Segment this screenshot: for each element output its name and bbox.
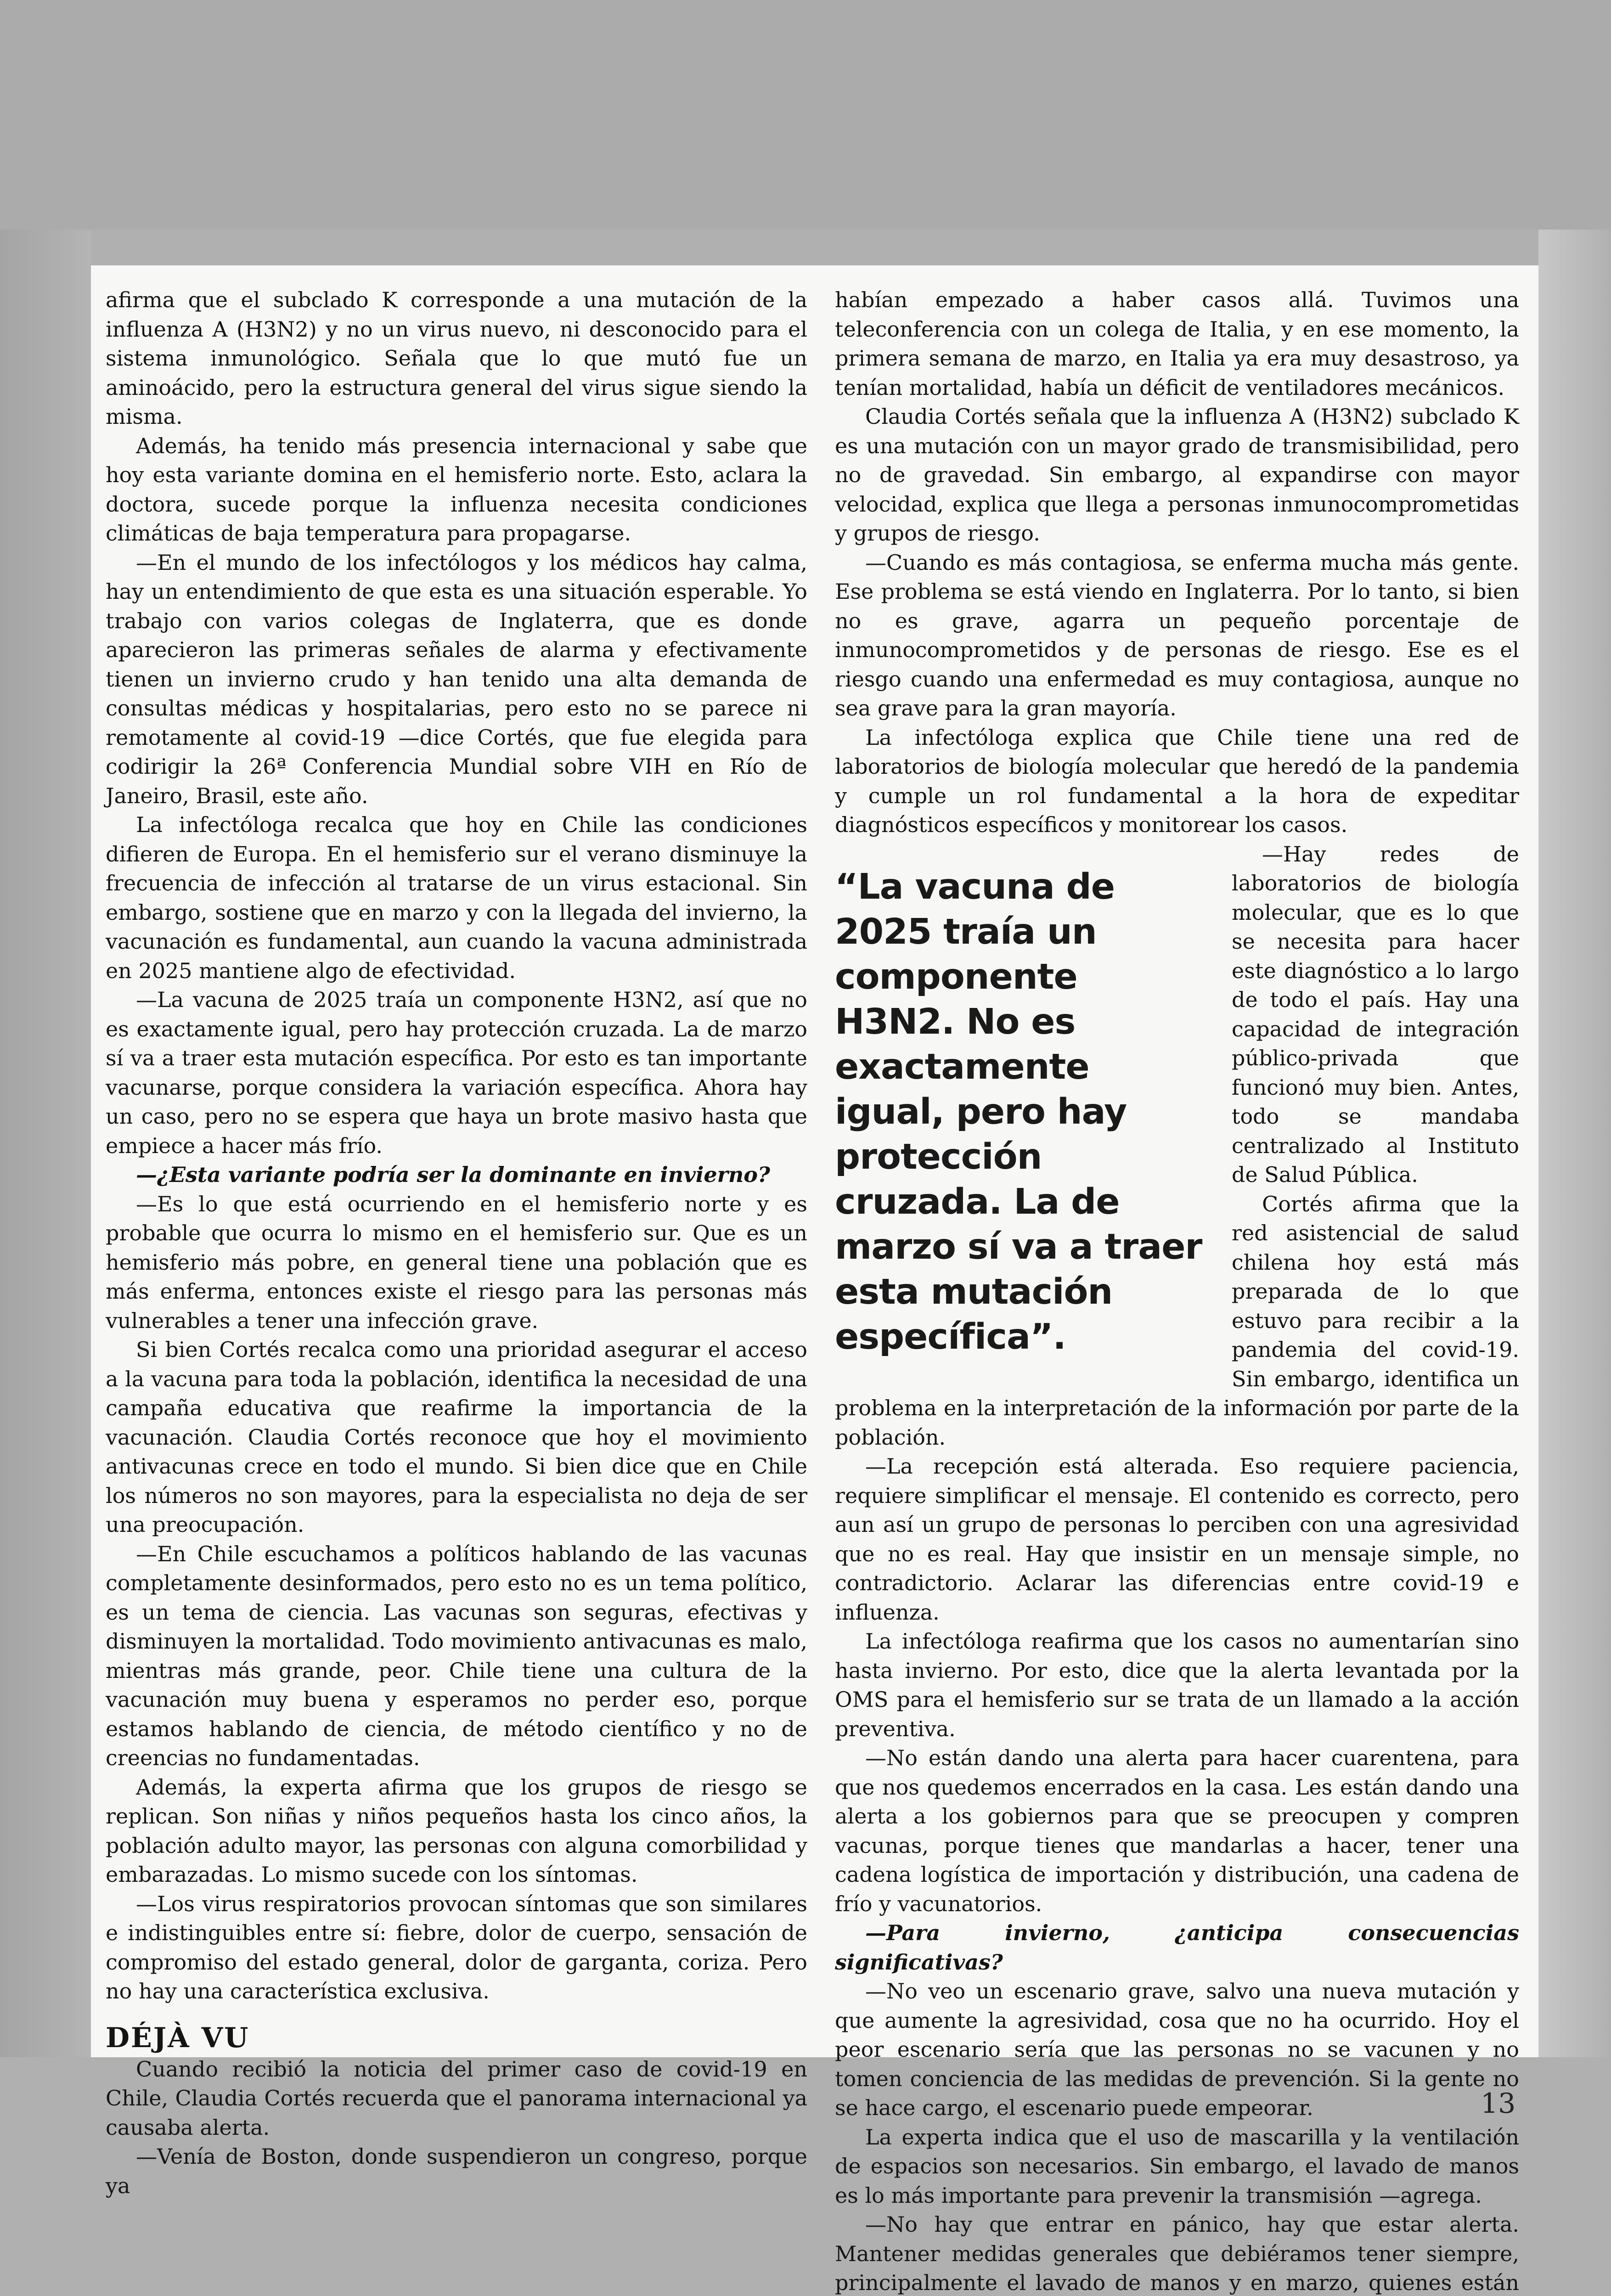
interview-question: —Para invierno, ¿anticipa consecuencias significativas? — [835, 1920, 1519, 1975]
paragraph: —Cuando es más contagiosa, se enferma mucha más gente. Ese problema se está viendo en Inglaterra. Por lo tanto, si bien no es grave, agarra un pequeño porcentaje de inmunocomprometidos y de personas de riesgo. Ese es el riesgo cuando una enfermedad es muy contagiosa, aunque no sea grave para la gran mayoría. — [835, 550, 1519, 720]
article-column-right — [835, 286, 1519, 2296]
paragraph: habían empezado a haber casos allá. Tuvimos una teleconferencia con un colega de Italia, y en ese momento, la primera semana de marzo, en Italia ya era muy desastroso, ya tenían mortalidad, había un déficit de ventiladores mecánicos. — [835, 287, 1519, 400]
paragraph: —La vacuna de 2025 traía un componente H3N2, así que no es exactamente igual, pero hay protección cruzada. La de marzo sí va a traer esta mutación específica. Por esto es tan importante vacunarse, porque considera la variación específica. Ahora hay un caso, pero no se espera que haya un brote masivo hasta que empiece a hacer más frío. — [106, 987, 807, 1158]
interview-question: —¿Esta variante podría ser la dominante en invierno? — [136, 1162, 770, 1187]
paragraph: Cortés afirma que la red asistencial de salud chilena hoy está más preparada de lo que estuvo para recibir a la pandemia del covid-19. Sin embargo, identifica un problema en la interpretación de la información por parte de la población. — [835, 1191, 1519, 1450]
paragraph: —Es lo que está ocurriendo en el hemisferio norte y es probable que ocurra lo mismo en el hemisferio sur. Que es un hemisferio más pobre, en general tiene una población que es más enferma, entonces existe el riesgo para las personas más vulnerables a tener una infección grave. — [106, 1191, 807, 1333]
top-margin-band — [0, 0, 1611, 230]
paragraph: La infectóloga explica que Chile tiene una red de laboratorios de biología molecular que heredó de la pandemia y cumple un rol fundamental a la hora de expeditar diagnósticos específicos y monitorear los casos. — [835, 725, 1519, 837]
section-subhead: DÉJÀ VU — [106, 2021, 250, 2054]
article-column-left — [106, 286, 807, 2200]
right-page-shadow — [1538, 230, 1611, 2057]
paragraph: Además, ha tenido más presencia internacional y sabe que hoy esta variante domina en el hemisferio norte. Esto, aclara la doctora, sucede porque la influenza necesita condiciones climáticas de baja temperatura para propagarse. — [106, 433, 807, 546]
paragraph: —En Chile escuchamos a políticos hablando de las vacunas completamente desinformados, pero esto no es un tema político, es un tema de ciencia. Las vacunas son seguras, efectivas y disminuyen la mortalidad. Todo movimiento antivacunas es malo, mientras más grande, peor. Chile tiene una cultura de la vacunación muy buena y esperamos no perder eso, porque estamos hablando de ciencia, de método científico y no de creencias no fundamentadas. — [106, 1541, 807, 1770]
pull-quote: “La vacuna de 2025 traía un componente H3N2. No es exactamente igual, pero hay protección cruzada. La de marzo sí va a traer esta mutación específica”. — [835, 866, 1202, 1357]
paragraph-text: —No hay que entrar en pánico, hay que estar alerta. Mantener medidas generales que debiéramos tener siempre, principalmente el lavado de manos y en marzo, quienes están — [835, 2212, 1519, 2295]
paragraph: La infectóloga reafirma que los casos no aumentarían sino hasta invierno. Por esto, dice que la alerta levantada por la OMS para el hemisferio sur se trata de un llamado a la acción preventiva. — [835, 1629, 1519, 1741]
paragraph: —La recepción está alterada. Eso requiere paciencia, requiere simplificar el mensaje. El contenido es correcto, pero aun así un grupo de personas lo perciben con una agresividad que no es real. Hay que insistir en un mensaje simple, no contradictorio. Aclarar las diferencias entre covid-19 e influenza. — [835, 1454, 1519, 1625]
paragraph: —No están dando una alerta para hacer cuarentena, para que nos quedemos encerrados en la casa. Les están dando una alerta a los gobiernos para que se preocupen y compren vacunas, porque tienes que mandarlas a hacer, tener una cadena logística de importación y distribución, una cadena de frío y vacunatorios. — [835, 1745, 1519, 1916]
paragraph: La infectóloga recalca que hoy en Chile las condiciones difieren de Europa. En el hemisferio sur el verano disminuye la frecuencia de infección al tratarse de un virus estacional. Sin embargo, sostiene que en marzo y con la llegada del invierno, la vacunación es fundamental, aun cuando la vacuna administrada en 2025 mantiene algo de efectividad. — [106, 812, 807, 983]
paragraph: La experta indica que el uso de mascarilla y la ventilación de espacios son necesarios. Sin embargo, el lavado de manos es lo más importante para prevenir la transmisión —agrega. — [835, 2124, 1519, 2208]
paragraph: Cuando recibió la noticia del primer caso de covid-19 en Chile, Claudia Cortés recuerda que el panorama internacional ya causaba alerta. — [106, 2056, 807, 2140]
paragraph: afirma que el subclado K corresponde a una mutación de la influenza A (H3N2) y no un virus nuevo, ni desconocido para el sistema inmunológico. Señala que lo que mutó fue un aminoácido, pero la estructura general del virus sigue siendo la misma. — [106, 287, 807, 429]
paragraph: Claudia Cortés señala que la influenza A (H3N2) subclado K es una mutación con un mayor grado de transmisibilidad, pero no de gravedad. Sin embargo, al expandirse con mayor velocidad, explica que llega a personas inmunocomprometidas y grupos de riesgo. — [835, 404, 1519, 546]
paragraph: —Hay redes de laboratorios de biología molecular, que es lo que se necesita para hacer este diagnóstico a lo largo de todo el país. Hay una capacidad de integración público-privada que funcionó muy bien. Antes, todo se mandaba centralizado al Instituto de Salud Pública. — [1232, 841, 1519, 1187]
paragraph: Si bien Cortés recalca como una prioridad asegurar el acceso a la vacuna para toda la población, identifica la necesidad de una campaña educativa que reafirme la importancia de la vacunación. Claudia Cortés reconoce que hoy el movimiento antivacunas crece en todo el mundo. Si bien dice que en Chile los números no son mayores, para la especialista no deja de ser una preocupación. — [106, 1337, 807, 1537]
paragraph: —Venía de Boston, donde suspendieron un congreso, porque ya — [106, 2144, 807, 2198]
paragraph: Además, la experta afirma que los grupos de riesgo se replican. Son niñas y niños pequeños hasta los cinco años, la población adulto mayor, las personas con alguna comorbilidad y embarazadas. Lo mismo sucede con los síntomas. — [106, 1774, 807, 1887]
left-page-shadow — [0, 230, 91, 2057]
paragraph: —En el mundo de los infectólogos y los médicos hay calma, hay un entendimiento de que esta es una situación esperable. Yo trabajo con varios colegas de Inglaterra, que es donde aparecieron las primeras señales de alarma y efectivamente tienen un invierno crudo y han tenido una alta demanda de consultas médicas y hospitalarias, pero esto no se parece ni remotamente al covid-19 —dice Cortés, que fue elegida para codirigir la 26ª Conferencia Mundial sobre VIH en Río de Janeiro, Brasil, este año. — [106, 550, 807, 808]
paragraph: —Los virus respiratorios provocan síntomas que son similares e indistinguibles entre sí: fiebre, dolor de cuerpo, sensación de compromiso del estado general, dolor de garganta, coriza. Pero no hay una característica exclusiva. — [106, 1891, 807, 2003]
page-number: 13 — [1481, 2088, 1516, 2120]
paragraph-final — [835, 2210, 1519, 2296]
paragraph: —No veo un escenario grave, salvo una nueva mutación y que aumente la agresividad, cosa que no ha ocurrido. Hoy el peor escenario sería que las personas no se vacunen y no tomen conciencia de las medidas de prevención. Si la gente no se hace cargo, el escenario puede empeorar. — [835, 1979, 1519, 2120]
